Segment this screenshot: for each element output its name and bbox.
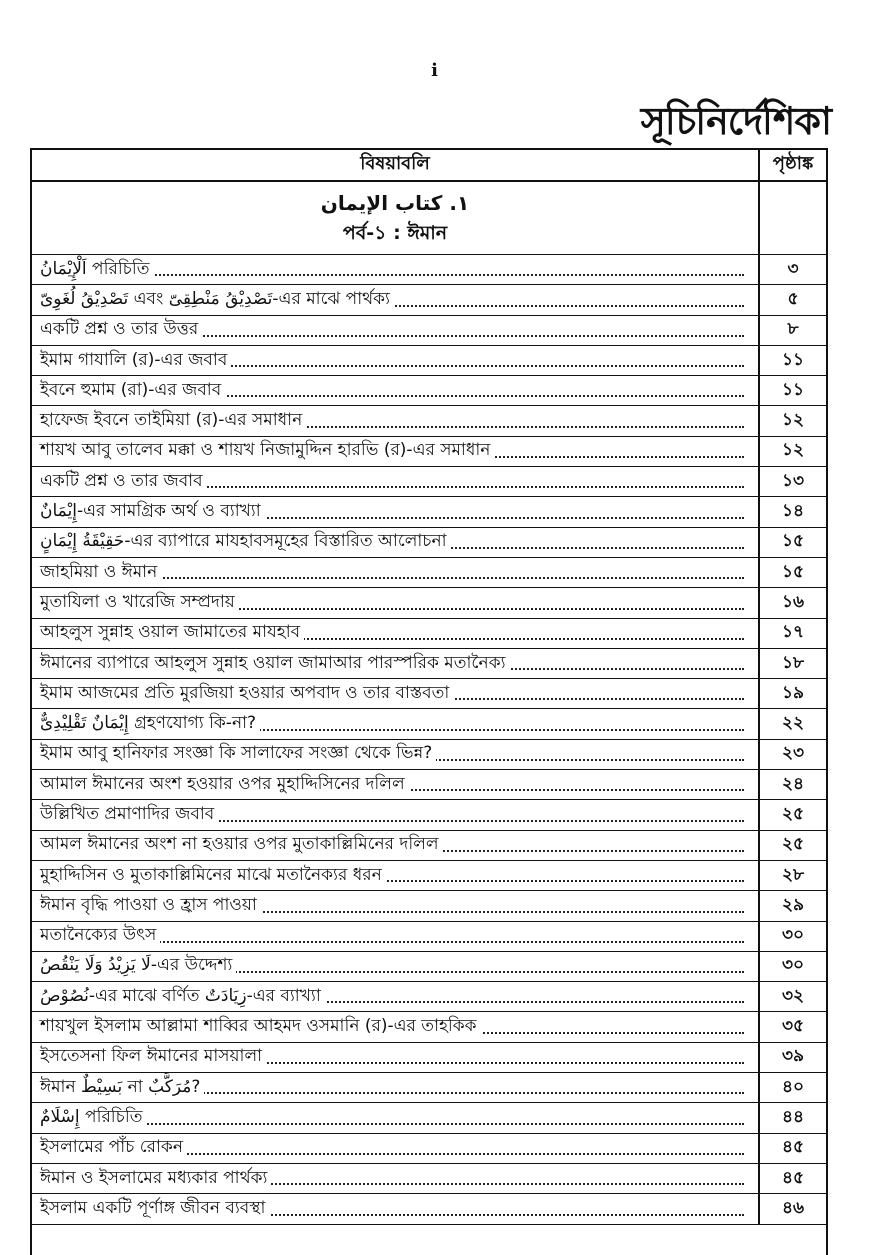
entry-title-cell xyxy=(32,619,760,648)
page-number: i xyxy=(431,60,438,81)
entry-title: إِيْمَانٌ-এর সামগ্রিক অর্থ ও ব্যাখ্যা xyxy=(32,498,265,526)
entry-title: ইসলাম একটি পূর্ণাঙ্গ জীবন ব্যবস্থা xyxy=(32,1195,269,1223)
toc-header-row xyxy=(32,150,826,182)
entry-page-number: ২৫ xyxy=(781,834,805,855)
toc-entry[interactable] xyxy=(32,346,826,376)
entry-title: حَقِيْقَةُ إِيْمَانٍ-এর ব্যাপারে মাযহাবসমূহের বিস্তারিত আলোচনা xyxy=(32,528,451,556)
toc-entry[interactable] xyxy=(32,922,826,952)
entry-title-cell xyxy=(32,922,760,951)
entry-page-number: ৪৫ xyxy=(781,1137,805,1158)
toc-entry[interactable] xyxy=(32,1012,826,1042)
entry-page-number: ৩ xyxy=(787,258,799,279)
toc-entry[interactable] xyxy=(32,316,826,346)
entry-title-cell xyxy=(32,497,760,526)
entry-title: একটি প্রশ্ন ও তার উত্তর xyxy=(32,316,202,344)
entry-title-cell xyxy=(32,528,760,557)
part-title: পর্ব-১ : ঈমান xyxy=(342,222,448,244)
toc-entry[interactable] xyxy=(32,437,826,467)
toc-entry[interactable] xyxy=(32,588,826,618)
entry-title-cell xyxy=(32,1012,760,1041)
entry-title-cell xyxy=(32,740,760,769)
entry-title-cell xyxy=(32,588,760,617)
entry-page-number: ৩৫ xyxy=(781,1016,805,1037)
entry-title: জাহমিয়া ও ঈমান xyxy=(32,559,161,587)
entry-title-cell xyxy=(32,437,760,466)
entry-page-number: ১১ xyxy=(781,379,805,400)
toc-entry[interactable] xyxy=(32,1103,826,1133)
toc-entry[interactable] xyxy=(32,497,826,527)
entry-page-number: ৮ xyxy=(787,319,799,340)
entry-title-cell xyxy=(32,1134,760,1163)
entry-title: মুতাযিলা ও খারেজি সম্প্রদায় xyxy=(32,589,239,617)
toc-entry[interactable] xyxy=(32,255,826,285)
entry-title-cell xyxy=(32,558,760,587)
page-column-header: পৃষ্ঠাঙ্ক xyxy=(772,153,814,174)
entry-page-number: ১৩ xyxy=(781,470,805,491)
entry-page-number: ৫ xyxy=(787,288,799,309)
entry-page-number: ৪৫ xyxy=(781,1167,805,1188)
entry-title: শায়খ আবু তালেব মক্কা ও শায়খ নিজামুদ্দিন হারভি (র)-এর সমাধান xyxy=(32,437,494,465)
entry-page-number: ৪০ xyxy=(781,1076,805,1097)
toc-entry[interactable] xyxy=(32,1043,826,1073)
entry-title: মতানৈক্যের উৎস xyxy=(32,922,160,950)
entry-page-number: ২৪ xyxy=(781,773,805,794)
entry-title: উল্লিখিত প্রমাণাদির জবাব xyxy=(32,801,218,829)
entry-title: لَا يَزِيْدُ وَلَا يَنْقُصُ-এর উদ্দেশ্য xyxy=(32,952,236,980)
entry-page-number: ১২ xyxy=(781,440,805,461)
entry-title: ঈমান بَسِيْطٌ না مُرَكَّبٌ? xyxy=(32,1074,204,1102)
toc-entry[interactable] xyxy=(32,770,826,800)
entry-title: ঈমানের ব্যাপারে আহলুস সুন্নাহ ওয়াল জামাআর পারস্পরিক মতানৈক্য xyxy=(32,650,510,678)
page-title: সূচিনির্দেশিকা xyxy=(640,99,831,143)
entry-title: ইবনে হুমাম (রা)-এর জবাব xyxy=(32,377,225,405)
entry-page-number: ৩০ xyxy=(781,925,805,946)
toc-entry[interactable] xyxy=(32,1164,826,1194)
toc-entry[interactable] xyxy=(32,891,826,921)
toc-entry[interactable] xyxy=(32,709,826,739)
toc-entry[interactable] xyxy=(32,800,826,830)
toc-entry[interactable] xyxy=(32,285,826,315)
entry-title-cell xyxy=(32,1164,760,1193)
entry-title-cell xyxy=(32,376,760,405)
entry-page-number: ২৮ xyxy=(781,864,805,885)
entry-page-number: ১৫ xyxy=(781,531,805,552)
entry-page-number: ২৩ xyxy=(781,743,805,764)
entry-title: আমাল ঈমানের অংশ হওয়ার ওপর মুহাদ্দিসিনের দলিল xyxy=(32,771,409,799)
chapter-heading-cell xyxy=(32,182,760,254)
entry-page-number: ১৯ xyxy=(781,682,805,703)
entry-title-cell xyxy=(32,709,760,738)
entry-title-cell xyxy=(32,861,760,890)
toc-entry[interactable] xyxy=(32,558,826,588)
toc-entry[interactable] xyxy=(32,649,826,679)
entry-title: ইসলামের পাঁচ রোকন xyxy=(32,1134,187,1162)
toc-entry[interactable] xyxy=(32,619,826,649)
entry-page-number: ২৫ xyxy=(781,803,805,824)
entry-title: ইমাম আজমের প্রতি মুরজিয়া হওয়ার অপবাদ ও তার বাস্তবতা xyxy=(32,680,453,708)
entry-page-number: ১১ xyxy=(781,349,805,370)
entry-title-cell xyxy=(32,770,760,799)
entry-title-cell xyxy=(32,406,760,435)
entry-page-number: ১৬ xyxy=(781,591,805,612)
toc-entry[interactable] xyxy=(32,679,826,709)
entry-page-number: ২২ xyxy=(781,713,805,734)
toc-entry[interactable] xyxy=(32,528,826,558)
toc-entry[interactable] xyxy=(32,831,826,861)
toc-entry[interactable] xyxy=(32,861,826,891)
entry-page-number: ১৮ xyxy=(781,652,805,673)
entry-title-cell xyxy=(32,285,760,314)
entry-title: একটি প্রশ্ন ও তার জবাব xyxy=(32,468,207,496)
toc-entries xyxy=(32,255,826,1225)
entry-title: শায়খুল ইসলাম আল্লামা শাব্বির আহমদ ওসমানি (র)-এর তাহকিক xyxy=(32,1013,481,1041)
toc-entry[interactable] xyxy=(32,982,826,1012)
book-title: ١. كتاب الإيمان xyxy=(320,191,470,215)
entry-title-cell xyxy=(32,467,760,496)
entry-title-cell xyxy=(32,800,760,829)
entry-title: نُصُوْصُ-এর মাঝে বর্ণিত زِيَادَتٌ-এর ব্যাখ্যা xyxy=(32,983,325,1011)
entry-page-number: ৪৬ xyxy=(781,1197,805,1218)
entry-page-number: ১২ xyxy=(781,410,805,431)
entry-title-cell xyxy=(32,1043,760,1072)
entry-title: ইসতেসনা ফিল ঈমানের মাসয়ালা xyxy=(32,1043,266,1071)
entry-title: اَلْإِيْمَانُ পরিচিতি xyxy=(32,256,153,284)
entry-title-cell xyxy=(32,649,760,678)
toc-entry[interactable] xyxy=(32,1073,826,1103)
entry-page-number: ৩০ xyxy=(781,955,805,976)
entry-title-cell xyxy=(32,316,760,345)
entry-page-number: ১৪ xyxy=(781,501,805,522)
entry-page-number: ১৭ xyxy=(781,622,805,643)
entry-title: تَصْدِيْقُ لُغَوِىّ এবং تَصْدِيْقُ مَنْطِقِىّ-এর মাঝে পার্থক্য xyxy=(32,286,394,314)
toc-entry[interactable] xyxy=(32,1194,826,1224)
toc-entry[interactable] xyxy=(32,1134,826,1164)
chapter-heading xyxy=(32,182,826,255)
entry-title: ইমাম গাযালি (র)-এর জবাব xyxy=(32,347,231,375)
entry-title: ঈমান ও ইসলামের মধ্যকার পার্থক্য xyxy=(32,1165,271,1193)
entry-title-cell xyxy=(32,982,760,1011)
chapter-page-cell xyxy=(760,182,826,254)
entry-page-number: ২৯ xyxy=(781,894,805,915)
entry-title: আমল ঈমানের অংশ না হওয়ার ওপর মুতাকাল্লিমিনের দলিল xyxy=(32,831,443,859)
entry-page-number: ৩২ xyxy=(781,985,805,1006)
entry-title-cell xyxy=(32,1073,760,1102)
entry-page-number: ৩৯ xyxy=(781,1046,805,1067)
toc-entry[interactable] xyxy=(32,467,826,497)
entry-title-cell xyxy=(32,679,760,708)
entry-title: إِسْلَامٌ পরিচিতি xyxy=(32,1104,146,1132)
subject-column-header: বিষয়াবলি xyxy=(32,150,760,180)
entry-title: হাফেজ ইবনে তাইমিয়া (র)-এর সমাধান xyxy=(32,407,306,435)
entry-title-cell xyxy=(32,1194,760,1223)
entry-title: ইমাম আবু হানিফার সংজ্ঞা কি সালাফের সংজ্ঞা থেকে ভিন্ন? xyxy=(32,740,436,768)
entry-title-cell xyxy=(32,952,760,981)
entry-title: আহলুস সুন্নাহ ওয়াল জামাতের মাযহাব xyxy=(32,619,304,647)
entry-title-cell xyxy=(32,831,760,860)
entry-title-cell xyxy=(32,346,760,375)
toc-entry[interactable] xyxy=(32,952,826,982)
entry-title: إِيْمَانٌ تَقْلِيْدِىٌّ গ্রহণযোগ্য কি-না? xyxy=(32,710,260,738)
entry-title-cell xyxy=(32,891,760,920)
entry-page-number: ১৫ xyxy=(781,561,805,582)
entry-page-number: ৪৪ xyxy=(781,1106,805,1127)
entry-title-cell xyxy=(32,1103,760,1132)
entry-title: ঈমান বৃদ্ধি পাওয়া ও হ্রাস পাওয়া xyxy=(32,892,261,920)
toc-entry[interactable] xyxy=(32,740,826,770)
entry-title: মুহাদ্দিসিন ও মুতাকাল্লিমিনের মাঝে মতানৈক্যর ধরন xyxy=(32,862,386,890)
toc-table xyxy=(30,148,828,1255)
entry-title-cell xyxy=(32,255,760,284)
toc-entry[interactable] xyxy=(32,376,826,406)
toc-entry[interactable] xyxy=(32,406,826,436)
